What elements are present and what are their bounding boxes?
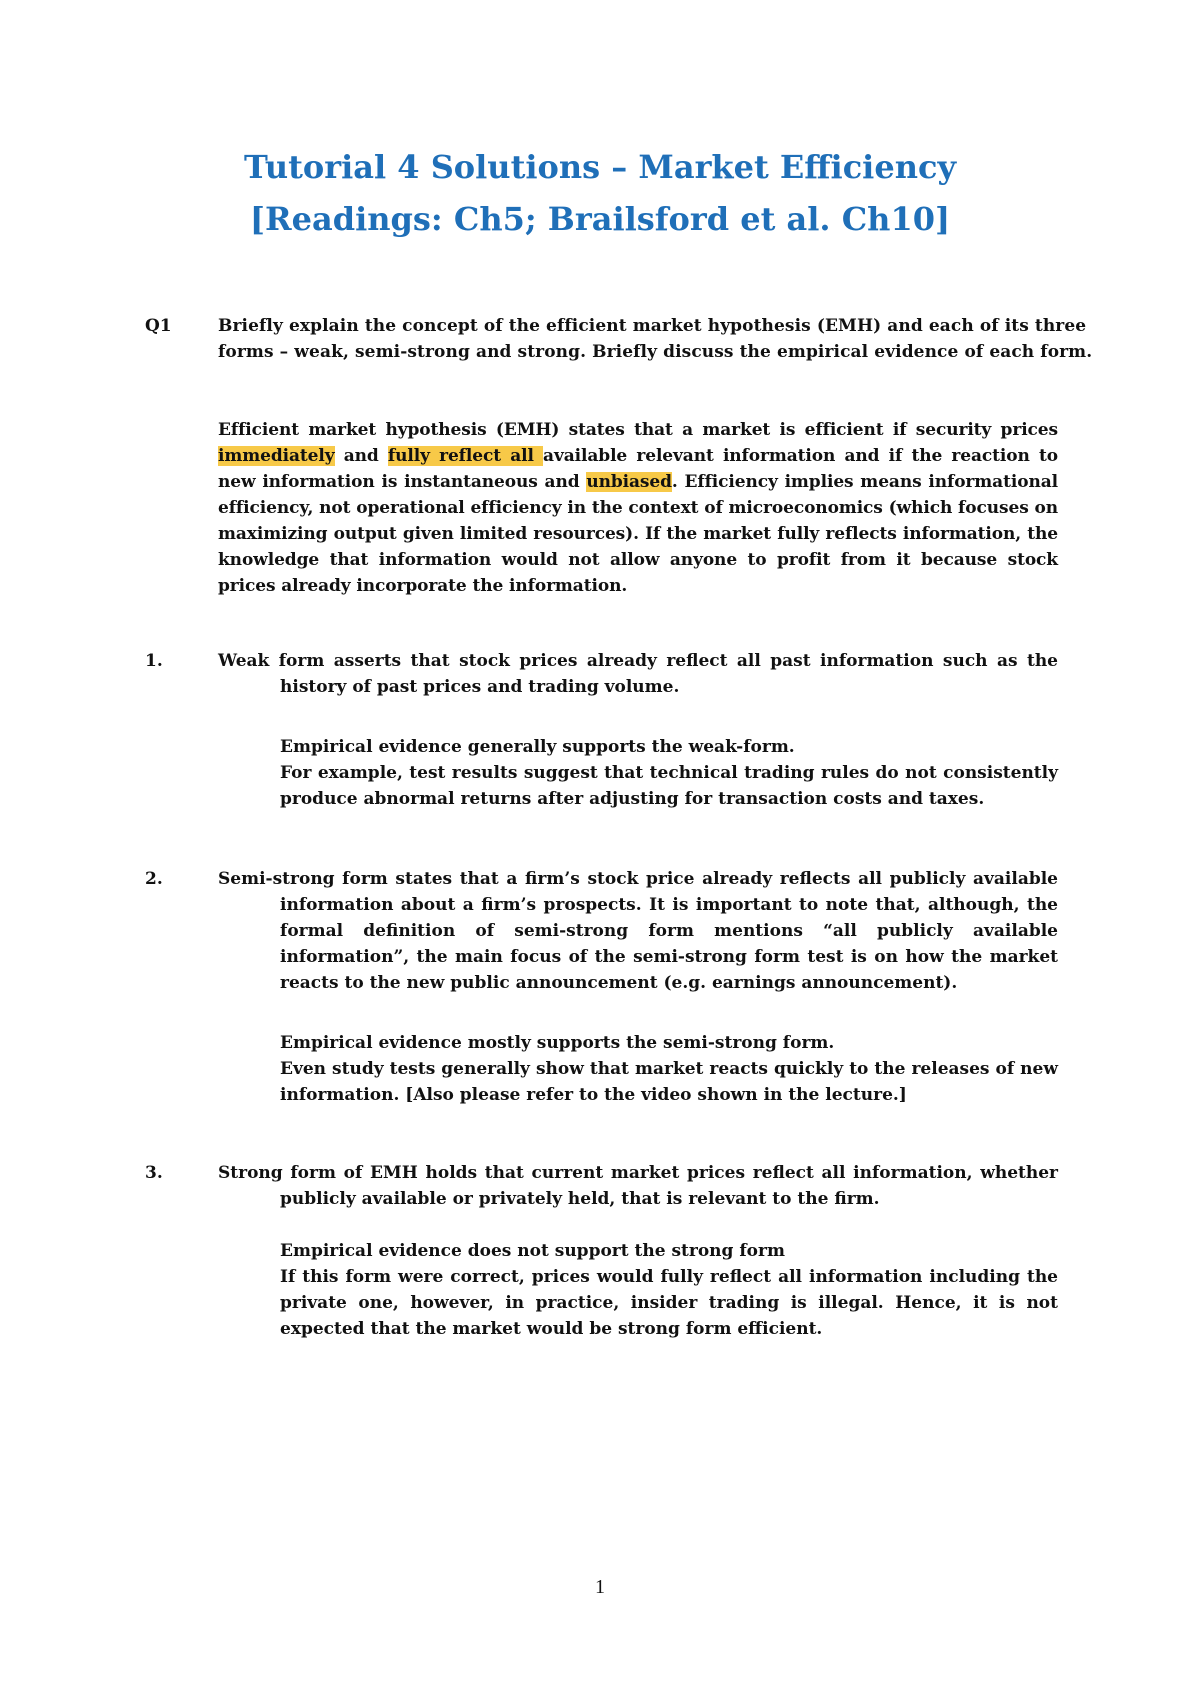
answer-text-1: Efficient market hypothesis (EMH) states that a market is efficient if security prices: [218, 420, 1058, 440]
form-weak-lead: Weak form asserts that stock prices already reflect all past information such as the: [218, 651, 1058, 671]
form-number-strong: 3.: [145, 1163, 163, 1183]
page-number: 1: [595, 1576, 605, 1598]
answer-text-2: and: [334, 446, 388, 466]
form-number-semi-strong: 2.: [145, 869, 163, 889]
question-label: Q1: [145, 316, 172, 336]
form-number-weak: 1.: [145, 651, 163, 671]
form-semi-strong-rest: information about a firm’s prospects. It is important to note that, although, the formal definition of semi-strong form mentions “all publicly available information”, the main focus of the semi-strong form test is on how the market reacts to the new public announcement (e.g. earnings announcement).: [280, 895, 1058, 993]
form-semi-strong-lead: Semi-strong form states that a firm’s stock price already reflects all publicly available: [218, 869, 1058, 889]
form-weak-rest: history of past prices and trading volume.: [280, 677, 680, 697]
question-text: Briefly explain the concept of the efficient market hypothesis (EMH) and each of its three forms – weak, semi-strong and strong. Briefly discuss the empirical evidence of each form.: [218, 316, 1093, 362]
form-strong-evidence: [280, 1238, 1058, 1342]
answer-text-4: . Efficiency implies means informational efficiency, not operational efficiency in the context of microeconomics (which focuses on maximizing output given limited resources). If the market fully reflects information, the knowledge that information would not allow anyone to profit from it because stock prices already incorporate the information.: [218, 472, 1058, 596]
document-title: Tutorial 4 Solutions – Market Efficiency: [243, 148, 957, 186]
form-weak-evidence-detail: For example, test results suggest that technical trading rules do not consistently produce abnormal returns after adjusting for transaction costs and taxes.: [280, 763, 1058, 809]
form-strong-evidence-detail: If this form were correct, prices would fully reflect all information including the private one, however, in practice, insider trading is illegal. Hence, it is not expected that the market would be strong form efficient.: [280, 1267, 1058, 1339]
form-strong-description: [218, 1160, 1058, 1212]
form-strong-evidence-summary: Empirical evidence does not support the strong form: [280, 1241, 785, 1261]
form-weak-description: [218, 648, 1058, 700]
highlight-fully-reflect-all: fully reflect all: [387, 446, 544, 466]
form-semi-strong-evidence: [280, 1030, 1058, 1108]
document-subtitle-readings: [Readings: Ch5; Brailsford et al. Ch10]: [249, 200, 951, 238]
highlight-immediately: immediately: [218, 446, 335, 466]
highlight-unbiased: unbiased: [586, 472, 672, 492]
form-strong-rest: publicly available or privately held, that is relevant to the firm.: [280, 1189, 880, 1209]
answer-paragraph: [218, 417, 1058, 599]
form-weak-evidence: [280, 734, 1058, 812]
form-weak-evidence-summary: Empirical evidence generally supports the weak-form.: [280, 737, 795, 757]
form-strong-lead: Strong form of EMH holds that current market prices reflect all information, whether: [218, 1163, 1058, 1183]
answer-text-3: available relevant information and if the reaction to new information is instantaneous and: [218, 446, 1058, 492]
form-semi-strong-evidence-detail: Even study tests generally show that market reacts quickly to the releases of new information. [Also please refer to the video shown in the lecture.]: [280, 1059, 1058, 1105]
form-semi-strong-evidence-summary: Empirical evidence mostly supports the semi-strong form.: [280, 1033, 835, 1053]
form-semi-strong-description: [218, 866, 1058, 996]
